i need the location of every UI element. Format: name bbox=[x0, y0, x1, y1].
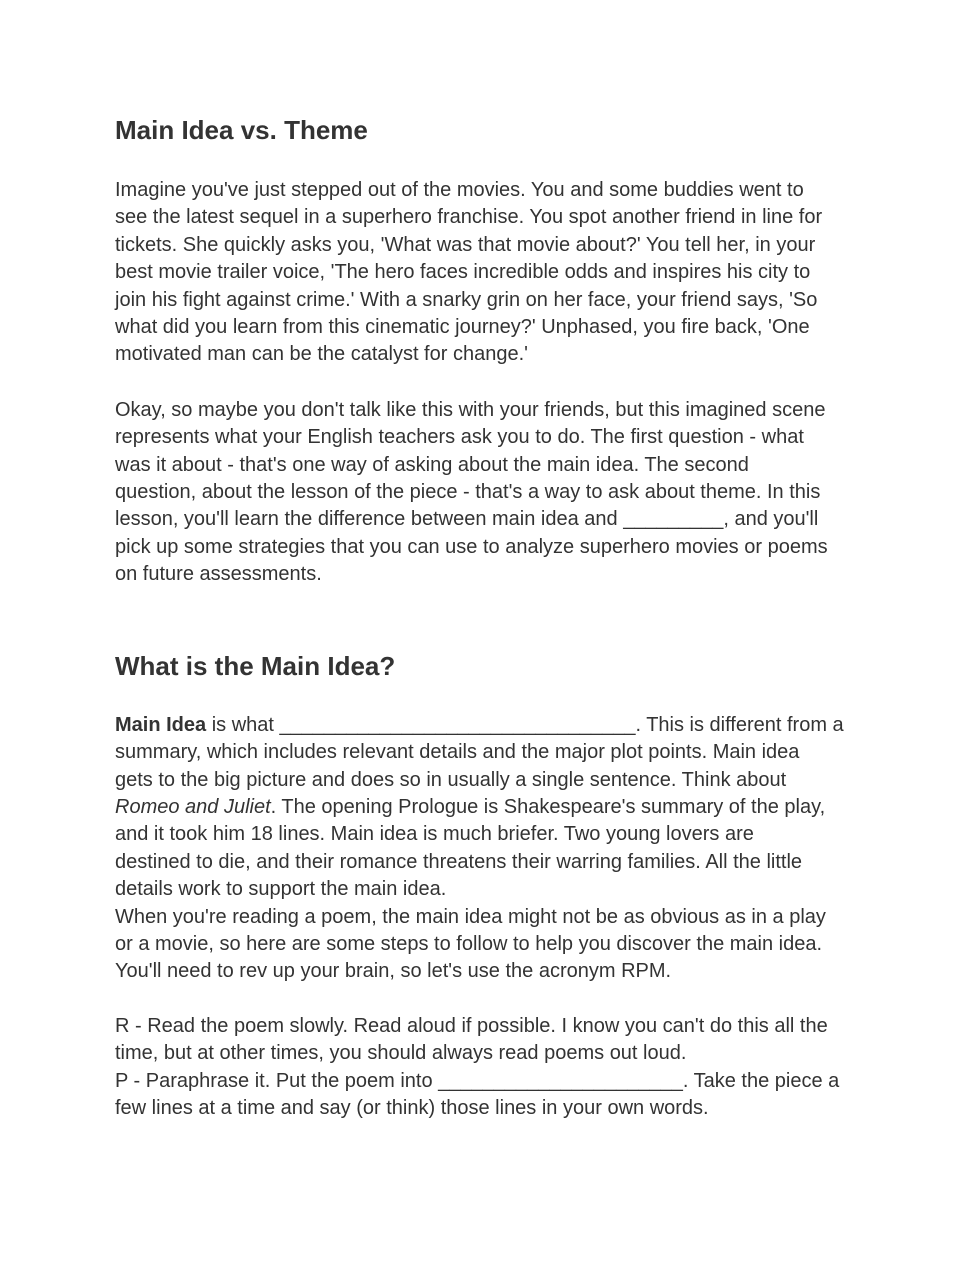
rpm-step-paraphrase: P - Paraphrase it. Put the poem into ______________________. Take the piece a few lines at a time and say (or think) those lines in your own words. bbox=[115, 1069, 840, 1119]
main-idea-term: Main Idea bbox=[115, 713, 207, 736]
play-title: Romeo and Juliet bbox=[115, 795, 271, 818]
intro-paragraph-english-teachers: Okay, so maybe you don't talk like this with your friends, but this imagined scene represents what your English teachers ask you to do. The first question - what was it about - that's one way of asking about the main idea. The second question, about the lesson of the piece - that's a way to ask about theme. In this lesson, you'll learn the difference between main idea and _________, and you'll pick up some strategies that you can use to analyze superhero movies or poems on future assessments. bbox=[115, 398, 828, 586]
section-heading-what-is-main-idea: What is the Main Idea? bbox=[115, 650, 396, 681]
rpm-step-read: R - Read the poem slowly. Read aloud if possible. I know you can't do this all the time, but at other times, you should always read poems out loud. bbox=[115, 1014, 828, 1065]
intro-paragraph-movies: Imagine you've just stepped out of the movies. You and some buddies went to see the latest sequel in a superhero franchise. You spot another friend in line for tickets. She quickly asks you, 'What was that movie about?' You tell her, in your best movie trailer voice, 'The hero faces incredible odds and inspires his city to join his fight against crime.' With a snarky grin on her face, your friend says, 'So what did you learn from this cinematic journey?' Unphased, you fire back, 'One motivated man can be the catalyst for change.' bbox=[115, 179, 823, 366]
definition-text-part1: is what ________________________________. This is different from a summary, which includes relevant details and the major plot points. Main idea gets to the big picture and does so in usually a single sentence. Think about bbox=[115, 713, 844, 791]
document-page bbox=[115, 112, 875, 1122]
main-idea-definition-paragraph bbox=[115, 712, 875, 904]
poem-reading-paragraph: When you're reading a poem, the main idea might not be as obvious as in a play or a movie, so here are some steps to follow to help you discover the main idea. You'll need to rev up your brain, so let's use the acronym RPM. bbox=[115, 905, 826, 983]
section-heading-main-idea-vs-theme: Main Idea vs. Theme bbox=[115, 115, 368, 145]
definition-text-part2: . The opening Prologue is Shakespeare's summary of the play, and it took him 18 lines. Main idea is much briefer. Two young lovers are destined to die, and their romance threatens their warring families. All the little details work to support the main idea. bbox=[115, 795, 826, 901]
